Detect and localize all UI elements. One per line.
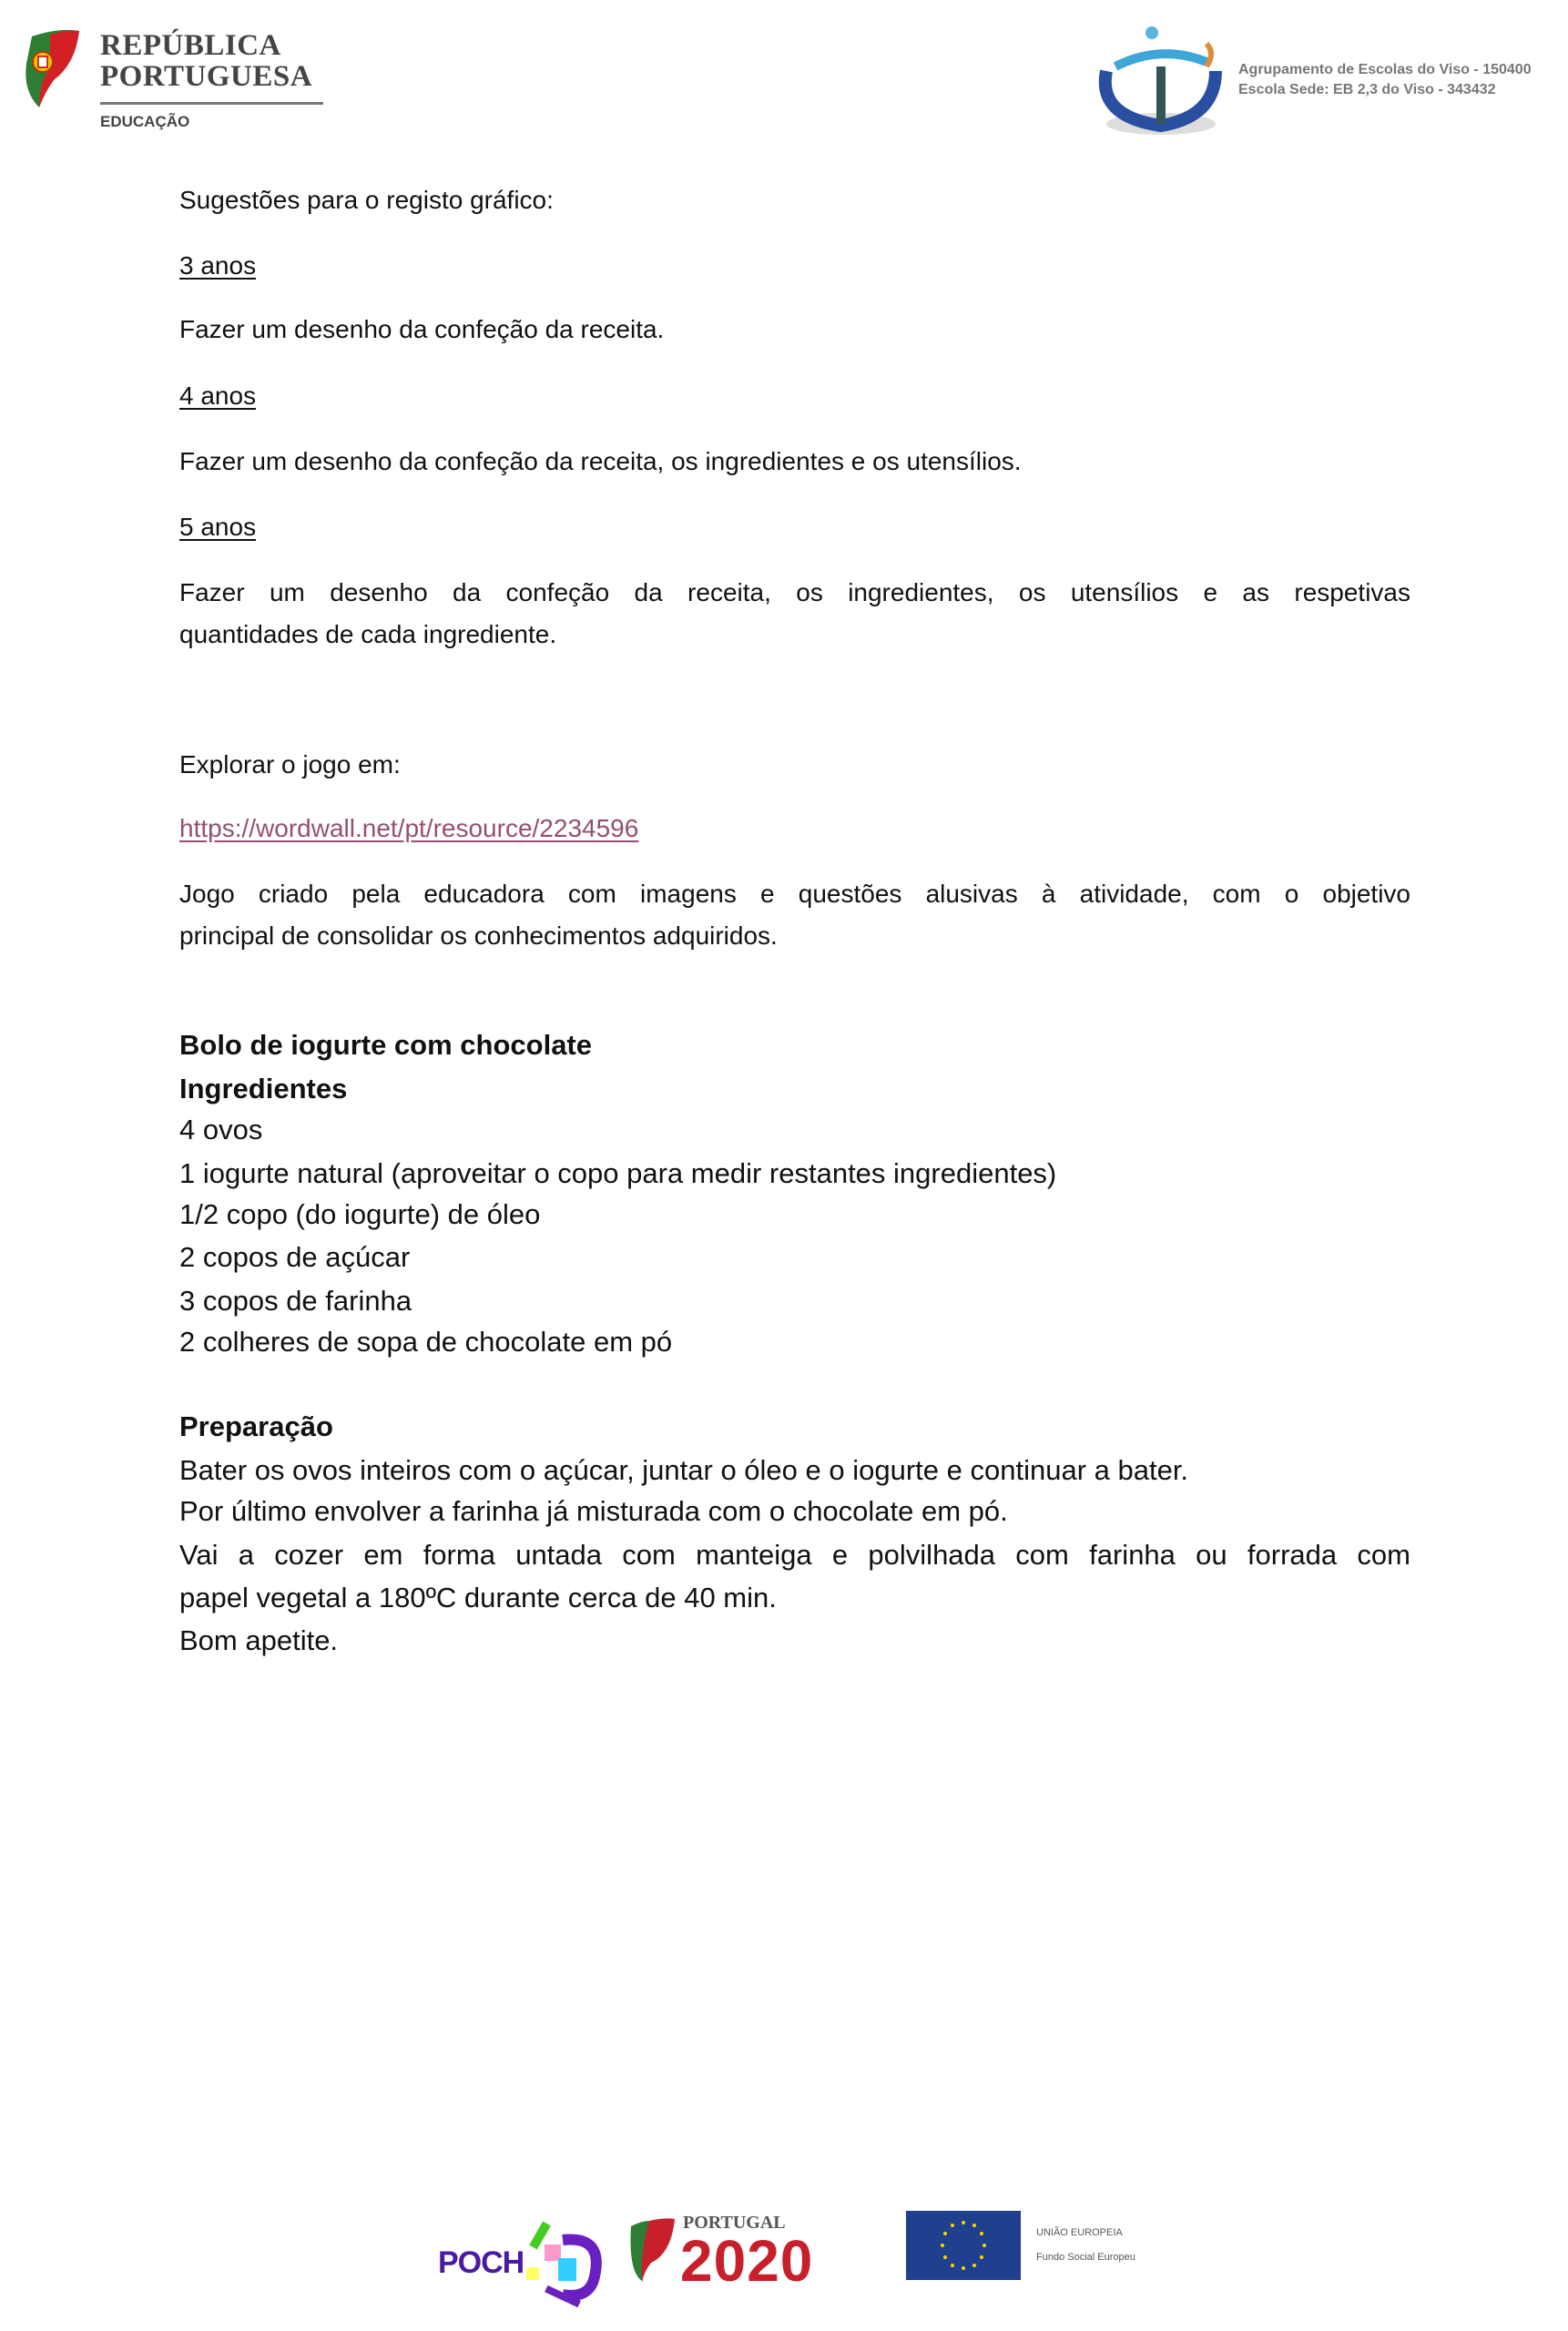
ingredient-item: 2 colheres de sopa de chocolate em pó — [179, 1326, 673, 1358]
preparation-line: papel vegetal a 180ºC durante cerca de 40 min. — [179, 1582, 777, 1613]
agrupamento-escolas-viso-logo — [1088, 16, 1568, 144]
preparation-line: Bater os ovos inteiros com o açúcar, juntar o óleo e o iogurte e continuar a bater. — [179, 1454, 1189, 1486]
eu-flag-icon — [906, 2211, 1021, 2280]
wordwall-link[interactable]: https://wordwall.net/pt/resource/2234596 — [179, 814, 639, 842]
age-5-text-line2: quantidades de cada ingrediente. — [179, 620, 557, 648]
fse-text: Fundo Social Europeu — [1036, 2252, 1135, 2263]
ingredient-item: 4 ovos — [179, 1114, 263, 1145]
ingredient-item: 3 copos de farinha — [179, 1285, 412, 1317]
preparation-line: Vai a cozer em forma untada com manteiga e polvilhada com farinha ou forrada com — [179, 1539, 1410, 1571]
age-3-label: 3 anos — [179, 251, 257, 280]
preparation-heading: Preparação — [179, 1410, 333, 1442]
poch-logo — [435, 2213, 613, 2313]
age-4-label: 4 anos — [179, 382, 257, 410]
republica-text: REPÚBLICA — [100, 29, 281, 62]
age-5-label: 5 anos — [179, 513, 257, 541]
age-4-text: Fazer um desenho da confeção da receita, os ingredientes e os utensílios. — [179, 447, 1022, 475]
recipe-title: Bolo de iogurte com chocolate — [179, 1029, 592, 1061]
ingredient-item: 1/2 copo (do iogurte) de óleo — [179, 1198, 541, 1230]
escola-sede-text: Escola Sede: EB 2,3 do Viso - 343432 — [1238, 82, 1496, 97]
republica-portuguesa-logo — [23, 25, 314, 135]
school-emblem-icon — [1088, 16, 1234, 139]
preparation-line: Bom apetite. — [179, 1624, 339, 1656]
eu-logo — [906, 2211, 1197, 2284]
game-description-line2: principal de consolidar os conhecimentos adquiridos. — [179, 921, 778, 950]
ingredients-heading: Ingredientes — [179, 1073, 348, 1104]
year-2020-text: 2020 — [680, 2228, 814, 2294]
agrupamento-text: Agrupamento de Escolas do Viso - 150400 — [1238, 62, 1532, 77]
portugal-2020-logo — [624, 2213, 870, 2304]
educacao-text: EDUCAÇÃO — [100, 113, 190, 130]
age-3-text: Fazer um desenho da confeção da receita. — [179, 315, 665, 343]
ingredient-item: 2 copos de açúcar — [179, 1241, 411, 1273]
poch-text: POCH — [438, 2245, 524, 2280]
eu-text: UNIÃO EUROPEIA — [1036, 2227, 1123, 2238]
logo-divider — [100, 102, 323, 105]
game-intro: Explorar o jogo em: — [179, 750, 401, 779]
portugal-flag-icon — [23, 27, 87, 109]
age-5-text-line1: Fazer um desenho da confeção da receita, os ingredientes, os utensílios e as respetivas — [179, 578, 1410, 606]
ingredient-item: 1 iogurte natural (aproveitar o copo para medir restantes ingredientes) — [179, 1157, 1057, 1189]
portuguesa-text: PORTUGUESA — [100, 60, 313, 93]
portugal-text: PORTUGAL — [683, 2213, 786, 2233]
portugal-flag-swoosh-icon — [624, 2217, 678, 2290]
game-description-line1: Jogo criado pela educadora com imagens e questões alusivas à atividade, com o objetivo — [179, 880, 1410, 908]
suggestions-intro: Sugestões para o registo gráfico: — [179, 186, 554, 214]
preparation-line: Por último envolver a farinha já misturada com o chocolate em pó. — [179, 1495, 1008, 1527]
